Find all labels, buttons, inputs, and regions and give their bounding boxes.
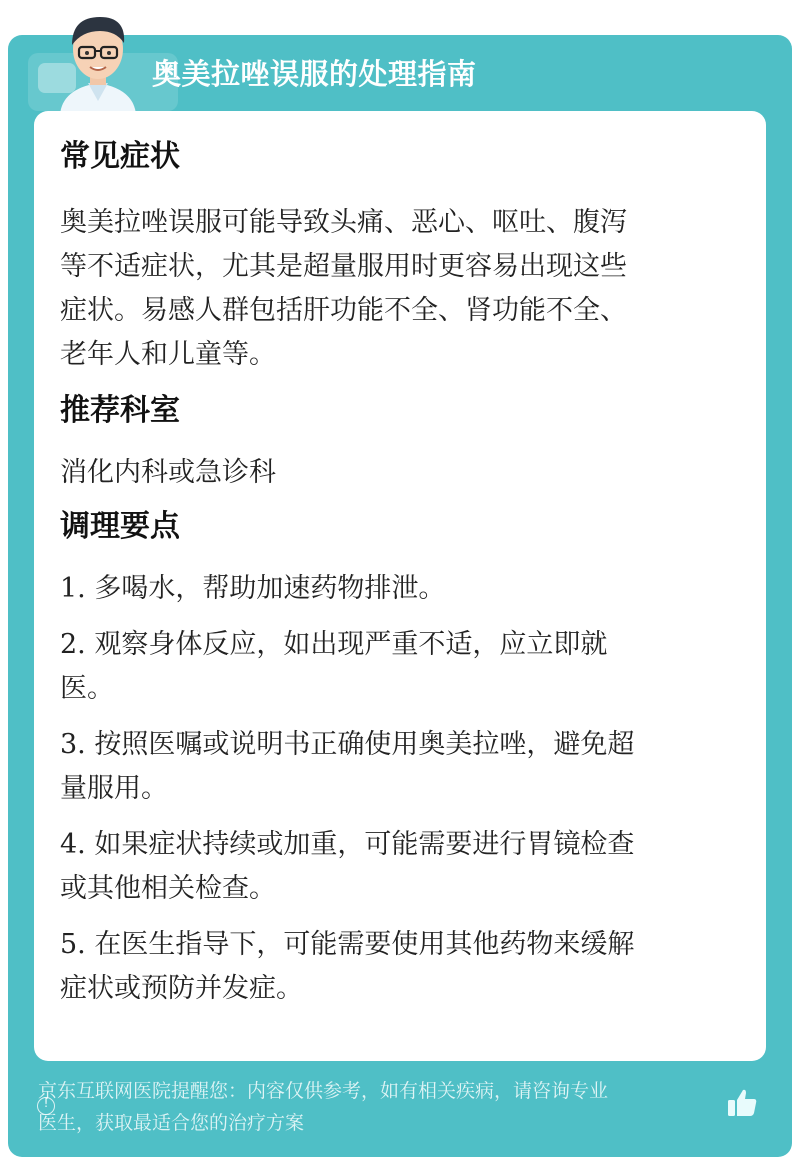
disclaimer-line: 京东互联网医院提醒您：内容仅供参考，如有相关疾病，请咨询专业: [38, 1080, 609, 1102]
section-title-care: 调理要点: [60, 509, 180, 544]
care-item-text: 量服用。: [60, 773, 168, 804]
care-item-text: 按照医嘱或说明书正确使用奥美拉唑，避免超: [94, 729, 635, 760]
care-item-text: 观察身体反应，如出现严重不适，应立即就: [94, 629, 608, 660]
disclaimer-line: 医生，获取最适合您的治疗方案: [38, 1112, 305, 1134]
content-card: [34, 111, 766, 1061]
section-title-symptoms: 常见症状: [60, 139, 180, 174]
care-item: [60, 623, 732, 711]
department-text: 消化内科或急诊科: [60, 457, 276, 488]
care-item-text: 医。: [60, 673, 114, 704]
care-item-number: 4.: [60, 829, 86, 860]
care-item-number: 2.: [60, 629, 86, 660]
care-item: [60, 823, 732, 911]
care-item-text: 在医生指导下，可能需要使用其他药物来缓解: [94, 929, 635, 960]
disclaimer: [38, 1075, 728, 1139]
care-item-text: 多喝水，帮助加速药物排泄。: [94, 573, 446, 604]
symptoms-line: 症状。易感人群包括肝功能不全、肾功能不全、: [60, 295, 627, 326]
guide-panel: [8, 35, 792, 1157]
doctor-avatar: [50, 9, 146, 115]
care-item: [60, 923, 732, 1011]
care-item-number: 3.: [60, 729, 86, 760]
symptoms-line: 等不适症状，尤其是超量服用时更容易出现这些: [60, 251, 627, 282]
care-item-text: 症状或预防并发症。: [60, 973, 303, 1004]
care-item: [60, 567, 732, 611]
care-item-number: 5.: [60, 929, 86, 960]
care-item: [60, 723, 732, 811]
card-content: [60, 111, 732, 1011]
care-item-text: 如果症状持续或加重，可能需要进行胃镜检查: [94, 829, 635, 860]
care-item-text: 或其他相关检查。: [60, 873, 276, 904]
thumbs-up-icon[interactable]: [724, 1085, 760, 1121]
symptoms-line: 奥美拉唑误服可能导致头痛、恶心、呕吐、腹泻: [60, 207, 627, 238]
symptoms-line: 老年人和儿童等。: [60, 339, 276, 370]
page-title: 奥美拉唑误服的处理指南: [152, 57, 477, 91]
care-item-number: 1.: [60, 573, 86, 604]
section-title-department: 推荐科室: [60, 393, 180, 428]
